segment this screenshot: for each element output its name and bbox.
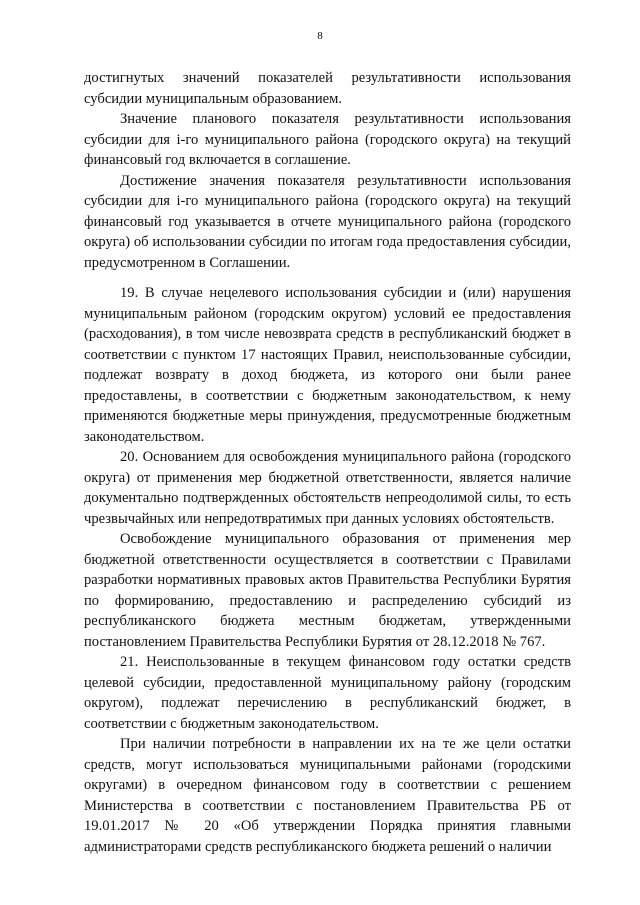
page-number: 8 bbox=[317, 30, 323, 42]
paragraph-item-20: 20. Основанием для освобождения муниципального района (городского округа) от применения мер бюджетной ответственности, является наличие документально подтвержденных обстоятельств непреодолимой силы, то есть чрезвычайных или непредотвратимых при данных условиях обстоятельств. bbox=[84, 449, 571, 527]
paragraph-planned-indicator: Значение планового показателя результативности использования субсидии для i-го муниципального района (городского округа) на текущий финансовый год включается в соглашение. bbox=[84, 111, 571, 168]
paragraph-item-21: 21. Неиспользованные в текущем финансовом году остатки средств целевой субсидии, предоставленной муниципальному району (городским округом), подлежат перечислению в республиканский бюджет, в соответствии с бюджетным законодательством. bbox=[84, 654, 571, 732]
paragraph-continuation: достигнутых значений показателей результативности использования субсидии муниципальным образованием. bbox=[84, 70, 571, 107]
paragraph-item-19: 19. В случае нецелевого использования субсидии и (или) нарушения муниципальным районом (городским округом) условий ее предоставления (расходования), в том числе невозврата средств в республиканский бюджет в соответствии с пунктом 17 настоящих Правил, неиспользованные субсидии, подлежат возврату в доход бюджета, из которого они были ранее предоставлены, в соответствии с бюджетным законодательством, к нему применяются бюджетные меры принуждения, предусмотренные бюджетным законодательством. bbox=[84, 285, 571, 445]
document-body bbox=[84, 68, 571, 857]
paragraph-exemption: Освобождение муниципального образования от применения мер бюджетной ответственности осуществляется в соответствии с Правилами разработки нормативных правовых актов Правительства Республики Бурятия по формированию, предоставлению и распределению субсидий из республиканского бюджета местным бюджетам, утвержденными постановлением Правительства Республики Бурятия от 28.12.2018 № 767. bbox=[84, 531, 571, 650]
paragraph-remaining-funds: При наличии потребности в направлении их на те же цели остатки средств, могут использоваться муниципальными районами (городскими округами) в очередном финансовом году в соответствии с решением Министерства в соответствии с постановлением Правительства РБ от 19.01.2017 № 20 «Об утверждении Порядка принятия главными администраторами средств республиканского бюджета решений о наличии bbox=[84, 736, 571, 855]
paragraph-indicator-achievement: Достижение значения показателя результативности использования субсидии для i-го муниципального района (городского округа) на текущий финансовый год указывается в отчете муниципального района (городского округа) об использовании субсидии по итогам года предоставления субсидии, предусмотренном в Соглашении. bbox=[84, 172, 571, 271]
